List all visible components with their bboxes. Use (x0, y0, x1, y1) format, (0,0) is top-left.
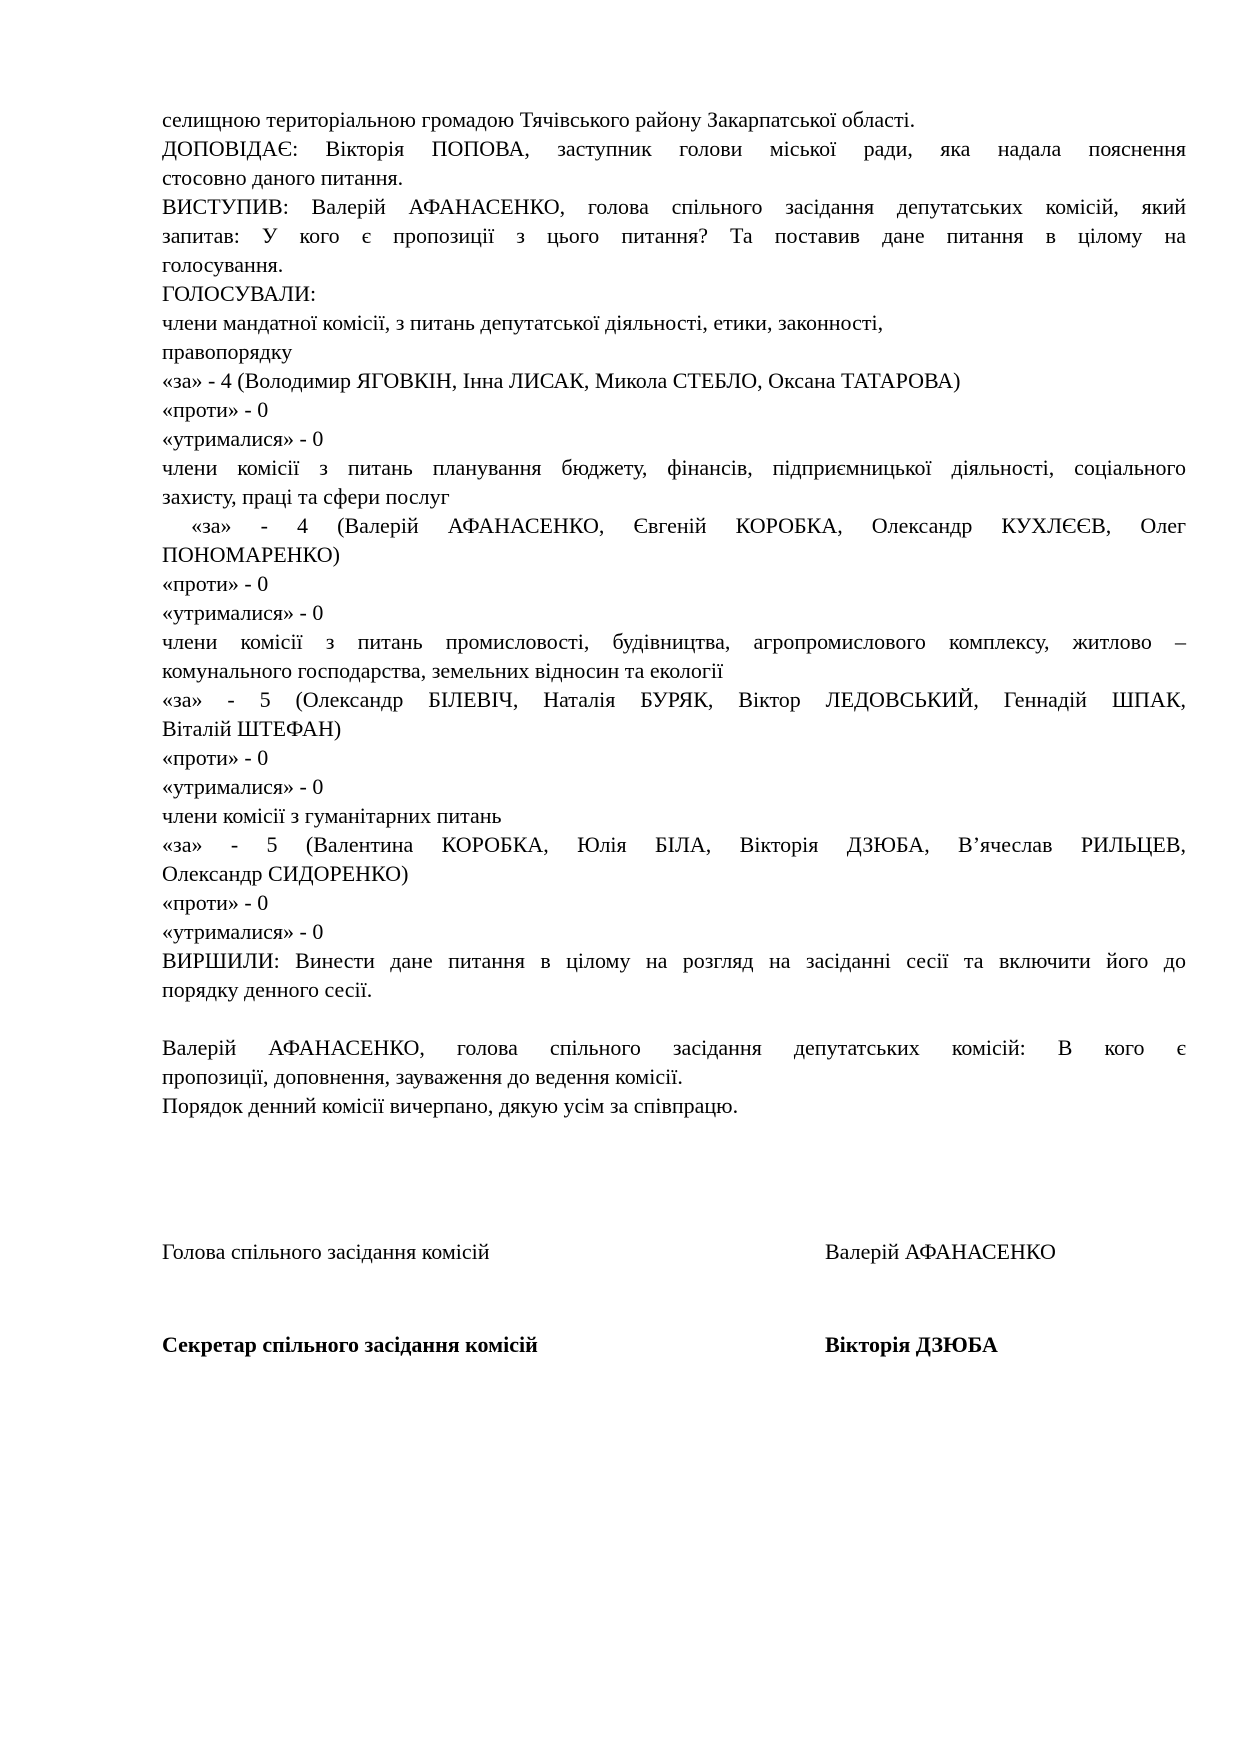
document-line: Олександр СИДОРЕНКО) (162, 861, 409, 886)
signature-role: Голова спільного засідання комісій (162, 1239, 490, 1264)
document-line: «утрималися» - 0 (162, 919, 324, 944)
document-line: Валерій АФАНАСЕНКО, голова спільного засідання депутатських комісій: В кого є (162, 1035, 1186, 1060)
document-line: «утрималися» - 0 (162, 774, 324, 799)
document-line: Віталій ШТЕФАН) (162, 716, 342, 741)
document-line: члени комісії з питань планування бюджету, фінансів, підприємницької діяльності, соціального (162, 455, 1186, 480)
document-line: «утрималися» - 0 (162, 426, 324, 451)
document-line: пропозиції, доповнення, зауваження до ведення комісії. (162, 1064, 683, 1089)
document-line: члени комісії з гуманітарних питань (162, 803, 502, 828)
document-line: «проти» - 0 (162, 571, 269, 596)
signature-name: Вікторія ДЗЮБА (825, 1332, 998, 1357)
document-line: ВИСТУПИВ: Валерій АФАНАСЕНКО, голова спільного засідання депутатських комісій, який (162, 194, 1186, 219)
document-line: ГОЛОСУВАЛИ: (162, 281, 317, 306)
document-line: ПОНОМАРЕНКО) (162, 542, 340, 567)
document-line: «за» - 4 (Володимир ЯГОВКІН, Інна ЛИСАК, Микола СТЕБЛО, Оксана ТАТАРОВА) (162, 368, 961, 393)
document-line: «за» - 5 (Олександр БІЛЕВІЧ, Наталія БУРЯК, Віктор ЛЕДОВСЬКИЙ, Геннадій ШПАК, (162, 687, 1186, 712)
blank-line (162, 1004, 1186, 1033)
document-line: захисту, праці та сфери послуг (162, 484, 450, 509)
document-line: ДОПОВІДАЄ: Вікторія ПОПОВА, заступник голови міської ради, яка надала пояснення (162, 136, 1186, 161)
signature-block (162, 1237, 1186, 1359)
signature-role: Секретар спільного засідання комісій (162, 1332, 538, 1357)
document-line: члени комісії з питань промисловості, будівництва, агропромислового комплексу, житлово – (162, 629, 1186, 654)
document-line: комунального господарства, земельних відносин та екології (162, 658, 724, 683)
document-line: «проти» - 0 (162, 890, 269, 915)
document-body (162, 105, 1186, 1120)
signature-row (162, 1330, 1186, 1359)
document-line: «утрималися» - 0 (162, 600, 324, 625)
document-line: голосування. (162, 252, 284, 277)
document-line: «за» - 5 (Валентина КОРОБКА, Юлія БІЛА, Вікторія ДЗЮБА, В’ячеслав РИЛЬЦЕВ, (162, 832, 1186, 857)
document-line: ВИРШИЛИ: Винести дане питання в цілому на розгляд на засіданні сесії та включити його до (162, 948, 1186, 973)
document-line: «проти» - 0 (162, 745, 269, 770)
document-line: стосовно даного питання. (162, 165, 404, 190)
document-line: селищною територіальною громадою Тячівського району Закарпатської області. (162, 107, 916, 132)
document-line: члени мандатної комісії, з питань депутатської діяльності, етики, законності, (162, 310, 884, 335)
signature-row (162, 1237, 1186, 1266)
signature-name: Валерій АФАНАСЕНКО (825, 1239, 1056, 1264)
document-line: «проти» - 0 (162, 397, 269, 422)
document-line: запитав: У кого є пропозиції з цього питання? Та поставив дане питання в цілому на (162, 223, 1186, 248)
document-line: «за» - 4 (Валерій АФАНАСЕНКО, Євгеній КОРОБКА, Олександр КУХЛЄЄВ, Олег (162, 513, 1186, 538)
document-line: порядку денного сесії. (162, 977, 373, 1002)
document-line: Порядок денний комісії вичерпано, дякую усім за співпрацю. (162, 1093, 739, 1118)
document-line: правопорядку (162, 339, 293, 364)
